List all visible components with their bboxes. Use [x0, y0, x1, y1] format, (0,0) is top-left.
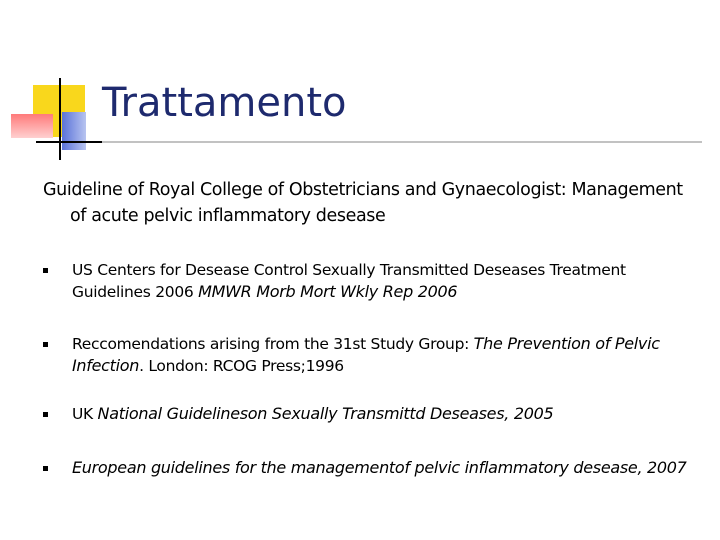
list-item-text: US Centers for Desease Control Sexually Transmitted Deseases Treatment Guidelines 2006 MMWR Morb Mort Wkly Rep 2006 — [72, 261, 626, 301]
decor-title-underline-dark — [36, 141, 102, 143]
list-item-text: European guidelines for the managementof pelvic inflammatory desease, 2007 — [72, 458, 687, 477]
list-item — [43, 333, 703, 377]
intro-text — [43, 177, 720, 229]
decor-vertical-line — [59, 78, 61, 160]
intro-line-2: of acute pelvic inflammatory desease — [70, 206, 386, 226]
decor-blue-square — [62, 112, 86, 150]
list-item — [43, 457, 703, 479]
list-item — [43, 259, 703, 303]
intro-line-1: Guideline of Royal College of Obstetricians and Gynaecologist: Management — [43, 180, 683, 200]
list-item-text: Reccomendations arising from the 31st Study Group: The Prevention of Pelvic Infection. London: RCOG Press;1996 — [72, 334, 660, 375]
bullet-marker — [43, 268, 48, 273]
list-item-text: UK National Guidelineson Sexually Transmittd Deseases, 2005 — [72, 404, 554, 423]
bullet-marker — [43, 412, 48, 417]
slide-title: Trattamento — [102, 80, 347, 126]
list-item — [43, 403, 703, 425]
title-underline — [102, 141, 702, 143]
decor-red-square — [11, 114, 53, 138]
bullet-marker — [43, 342, 48, 347]
bullet-marker — [43, 466, 48, 471]
